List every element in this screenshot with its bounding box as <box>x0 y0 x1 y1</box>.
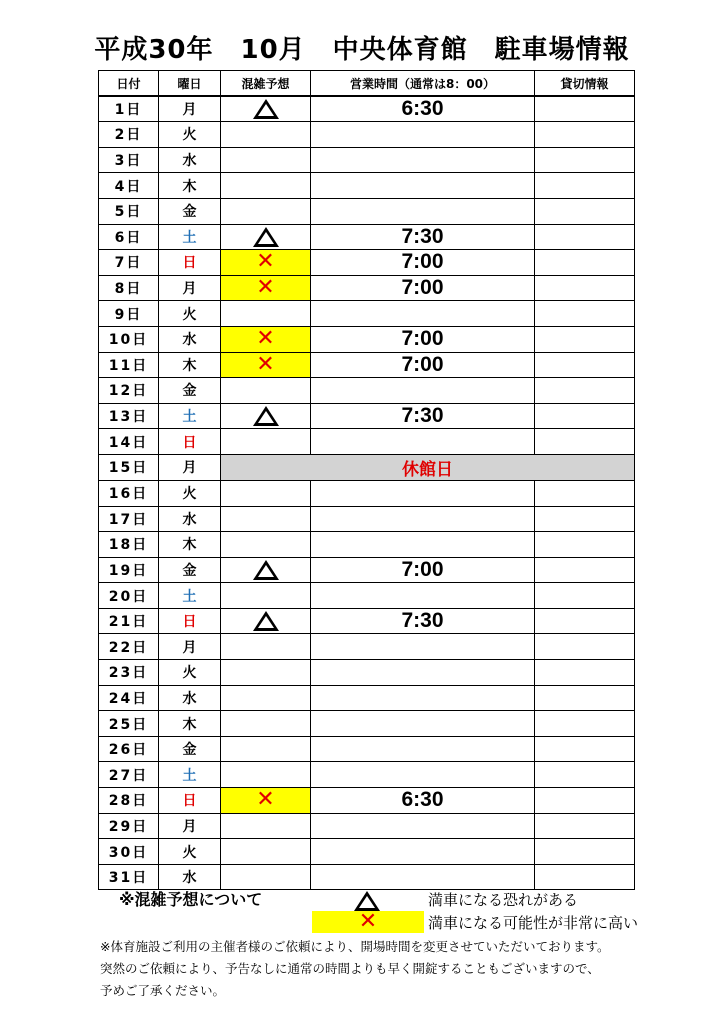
reserved-cell <box>535 147 635 173</box>
cross-icon: ✕ <box>256 249 275 275</box>
date-cell: 13日 <box>99 403 159 429</box>
weekday-cell: 金 <box>159 378 221 404</box>
table-row <box>99 788 635 814</box>
hours-cell <box>311 147 535 173</box>
table-row <box>99 711 635 737</box>
cross-icon: ✕ <box>358 909 378 934</box>
date-cell: 23日 <box>99 660 159 686</box>
hours-cell: 7:30 <box>311 403 535 429</box>
congestion-cell <box>221 326 311 352</box>
congestion-cell <box>221 608 311 634</box>
table-row <box>99 122 635 148</box>
hours-cell: 6:30 <box>311 788 535 814</box>
congestion-cell <box>221 378 311 404</box>
table-row <box>99 275 635 301</box>
weekday-cell: 月 <box>159 454 221 480</box>
hours-cell <box>311 685 535 711</box>
weekday-cell: 月 <box>159 275 221 301</box>
table-row <box>99 378 635 404</box>
note-line: 予めご了承ください。 <box>100 983 226 998</box>
reserved-cell <box>535 762 635 788</box>
hours-cell <box>311 301 535 327</box>
weekday-cell: 水 <box>159 326 221 352</box>
date-cell: 15日 <box>99 454 159 480</box>
reserved-cell <box>535 506 635 532</box>
table-row <box>99 429 635 455</box>
congestion-cell <box>221 301 311 327</box>
hours-cell <box>311 378 535 404</box>
date-cell: 31日 <box>99 864 159 890</box>
date-cell: 18日 <box>99 532 159 558</box>
weekday-cell: 火 <box>159 122 221 148</box>
weekday-cell: 木 <box>159 532 221 558</box>
table-row <box>99 403 635 429</box>
weekday-cell: 水 <box>159 506 221 532</box>
legend-triangle <box>354 890 380 911</box>
reserved-cell <box>535 557 635 583</box>
cross-icon: ✕ <box>256 787 275 813</box>
reserved-cell <box>535 532 635 558</box>
header-reserved: 貸切情報 <box>535 71 635 97</box>
parking-schedule-table <box>98 70 635 890</box>
reserved-cell <box>535 711 635 737</box>
hours-cell <box>311 583 535 609</box>
date-cell: 19日 <box>99 557 159 583</box>
reserved-cell <box>535 660 635 686</box>
congestion-cell <box>221 147 311 173</box>
reserved-cell <box>535 301 635 327</box>
date-cell: 14日 <box>99 429 159 455</box>
hours-cell <box>311 634 535 660</box>
table-row <box>99 480 635 506</box>
legend-cross <box>312 911 424 933</box>
table-body <box>99 96 635 890</box>
date-cell: 12日 <box>99 378 159 404</box>
congestion-cell <box>221 480 311 506</box>
legend-triangle-text: 満車になる恐れがある <box>428 891 579 909</box>
weekday-cell: 火 <box>159 480 221 506</box>
weekday-cell: 金 <box>159 557 221 583</box>
hours-cell <box>311 762 535 788</box>
triangle-icon <box>354 891 380 911</box>
reserved-cell <box>535 813 635 839</box>
weekday-cell: 月 <box>159 96 221 122</box>
weekday-cell: 金 <box>159 198 221 224</box>
table-row <box>99 326 635 352</box>
reserved-cell <box>535 326 635 352</box>
hours-cell <box>311 660 535 686</box>
congestion-cell <box>221 788 311 814</box>
hours-cell: 7:00 <box>311 250 535 276</box>
congestion-cell <box>221 506 311 532</box>
reserved-cell <box>535 583 635 609</box>
date-cell: 26日 <box>99 736 159 762</box>
weekday-cell: 日 <box>159 250 221 276</box>
congestion-cell <box>221 839 311 865</box>
table-row <box>99 224 635 250</box>
reserved-cell <box>535 736 635 762</box>
header-weekday: 曜日 <box>159 71 221 97</box>
hours-cell <box>311 736 535 762</box>
congestion-cell <box>221 122 311 148</box>
reserved-cell <box>535 275 635 301</box>
reserved-cell <box>535 352 635 378</box>
table-row <box>99 660 635 686</box>
hours-cell <box>311 198 535 224</box>
table-row <box>99 583 635 609</box>
weekday-cell: 木 <box>159 711 221 737</box>
reserved-cell <box>535 608 635 634</box>
table-row <box>99 532 635 558</box>
congestion-cell <box>221 198 311 224</box>
hours-cell <box>311 506 535 532</box>
weekday-cell: 日 <box>159 429 221 455</box>
hours-cell: 7:00 <box>311 275 535 301</box>
weekday-cell: 火 <box>159 839 221 865</box>
congestion-cell <box>221 173 311 199</box>
weekday-cell: 火 <box>159 301 221 327</box>
triangle-icon <box>253 560 279 580</box>
weekday-cell: 水 <box>159 685 221 711</box>
date-cell: 6日 <box>99 224 159 250</box>
weekday-cell: 月 <box>159 813 221 839</box>
congestion-cell <box>221 250 311 276</box>
hours-cell: 6:30 <box>311 96 535 122</box>
page-title: 平成30年 10月 中央体育館 駐車場情報 <box>94 35 630 65</box>
reserved-cell <box>535 224 635 250</box>
date-cell: 25日 <box>99 711 159 737</box>
hours-cell <box>311 480 535 506</box>
hours-cell <box>311 813 535 839</box>
hours-cell: 7:00 <box>311 557 535 583</box>
congestion-cell <box>221 224 311 250</box>
congestion-cell <box>221 532 311 558</box>
table-row <box>99 634 635 660</box>
date-cell: 4日 <box>99 173 159 199</box>
table-row <box>99 301 635 327</box>
congestion-cell <box>221 660 311 686</box>
reserved-cell <box>535 96 635 122</box>
reserved-cell <box>535 198 635 224</box>
weekday-cell: 日 <box>159 608 221 634</box>
congestion-cell <box>221 96 311 122</box>
reserved-cell <box>535 173 635 199</box>
table-header-row <box>99 71 635 97</box>
table-row <box>99 147 635 173</box>
hours-cell <box>311 711 535 737</box>
congestion-cell <box>221 711 311 737</box>
table-row <box>99 173 635 199</box>
congestion-cell <box>221 352 311 378</box>
weekday-cell: 水 <box>159 147 221 173</box>
hours-cell: 7:00 <box>311 326 535 352</box>
header-hours: 営業時間（通常は8：00） <box>311 71 535 97</box>
weekday-cell: 水 <box>159 864 221 890</box>
table-row <box>99 685 635 711</box>
header-congestion: 混雑予想 <box>221 71 311 97</box>
date-cell: 17日 <box>99 506 159 532</box>
table-row <box>99 96 635 122</box>
table-row <box>99 506 635 532</box>
congestion-cell <box>221 557 311 583</box>
legend-title: ※混雑予想について <box>119 890 263 909</box>
weekday-cell: 木 <box>159 352 221 378</box>
table-row <box>99 813 635 839</box>
hours-cell <box>311 864 535 890</box>
weekday-cell: 土 <box>159 583 221 609</box>
weekday-cell: 火 <box>159 660 221 686</box>
weekday-cell: 土 <box>159 762 221 788</box>
date-cell: 8日 <box>99 275 159 301</box>
reserved-cell <box>535 122 635 148</box>
date-cell: 27日 <box>99 762 159 788</box>
triangle-icon <box>253 406 279 426</box>
date-cell: 3日 <box>99 147 159 173</box>
reserved-cell <box>535 634 635 660</box>
table-row <box>99 736 635 762</box>
date-cell: 16日 <box>99 480 159 506</box>
table-row <box>99 839 635 865</box>
table-row <box>99 352 635 378</box>
table-row <box>99 250 635 276</box>
table-row <box>99 454 635 480</box>
weekday-cell: 土 <box>159 403 221 429</box>
date-cell: 20日 <box>99 583 159 609</box>
reserved-cell <box>535 685 635 711</box>
congestion-cell <box>221 429 311 455</box>
table-row <box>99 198 635 224</box>
date-cell: 28日 <box>99 788 159 814</box>
date-cell: 29日 <box>99 813 159 839</box>
reserved-cell <box>535 864 635 890</box>
table-row <box>99 557 635 583</box>
weekday-cell: 木 <box>159 173 221 199</box>
hours-cell <box>311 429 535 455</box>
reserved-cell <box>535 788 635 814</box>
hours-cell <box>311 532 535 558</box>
congestion-cell <box>221 403 311 429</box>
reserved-cell <box>535 429 635 455</box>
congestion-cell <box>221 736 311 762</box>
cross-icon: ✕ <box>256 275 275 301</box>
date-cell: 2日 <box>99 122 159 148</box>
triangle-icon <box>253 99 279 119</box>
congestion-cell <box>221 275 311 301</box>
table-row <box>99 608 635 634</box>
legend-cross-text: 満車になる可能性が非常に高い <box>428 914 639 932</box>
date-cell: 9日 <box>99 301 159 327</box>
date-cell: 24日 <box>99 685 159 711</box>
hours-cell: 7:30 <box>311 224 535 250</box>
note-line: ※体育施設ご利用の主催者様のご依頼により、開場時間を変更させていただいております。 <box>100 939 610 954</box>
triangle-icon <box>253 227 279 247</box>
hours-cell <box>311 122 535 148</box>
date-cell: 7日 <box>99 250 159 276</box>
table-row <box>99 762 635 788</box>
date-cell: 21日 <box>99 608 159 634</box>
cross-icon: ✕ <box>256 326 275 352</box>
header-date: 日付 <box>99 71 159 97</box>
hours-cell: 7:00 <box>311 352 535 378</box>
date-cell: 22日 <box>99 634 159 660</box>
congestion-cell <box>221 583 311 609</box>
closed-day-cell: 休館日 <box>221 454 635 480</box>
cross-icon: ✕ <box>256 352 275 377</box>
weekday-cell: 日 <box>159 788 221 814</box>
congestion-cell <box>221 762 311 788</box>
hours-cell <box>311 839 535 865</box>
weekday-cell: 土 <box>159 224 221 250</box>
notes <box>100 936 720 1002</box>
date-cell: 1日 <box>99 96 159 122</box>
hours-cell <box>311 173 535 199</box>
date-cell: 30日 <box>99 839 159 865</box>
congestion-cell <box>221 813 311 839</box>
weekday-cell: 月 <box>159 634 221 660</box>
triangle-icon <box>253 611 279 631</box>
note-line: 突然のご依頼により、予告なしに通常の時間よりも早く開錠することもございますので、 <box>100 961 600 976</box>
reserved-cell <box>535 250 635 276</box>
hours-cell: 7:30 <box>311 608 535 634</box>
reserved-cell <box>535 839 635 865</box>
reserved-cell <box>535 378 635 404</box>
congestion-cell <box>221 634 311 660</box>
reserved-cell <box>535 403 635 429</box>
congestion-cell <box>221 685 311 711</box>
weekday-cell: 金 <box>159 736 221 762</box>
date-cell: 5日 <box>99 198 159 224</box>
date-cell: 11日 <box>99 352 159 378</box>
reserved-cell <box>535 480 635 506</box>
date-cell: 10日 <box>99 326 159 352</box>
